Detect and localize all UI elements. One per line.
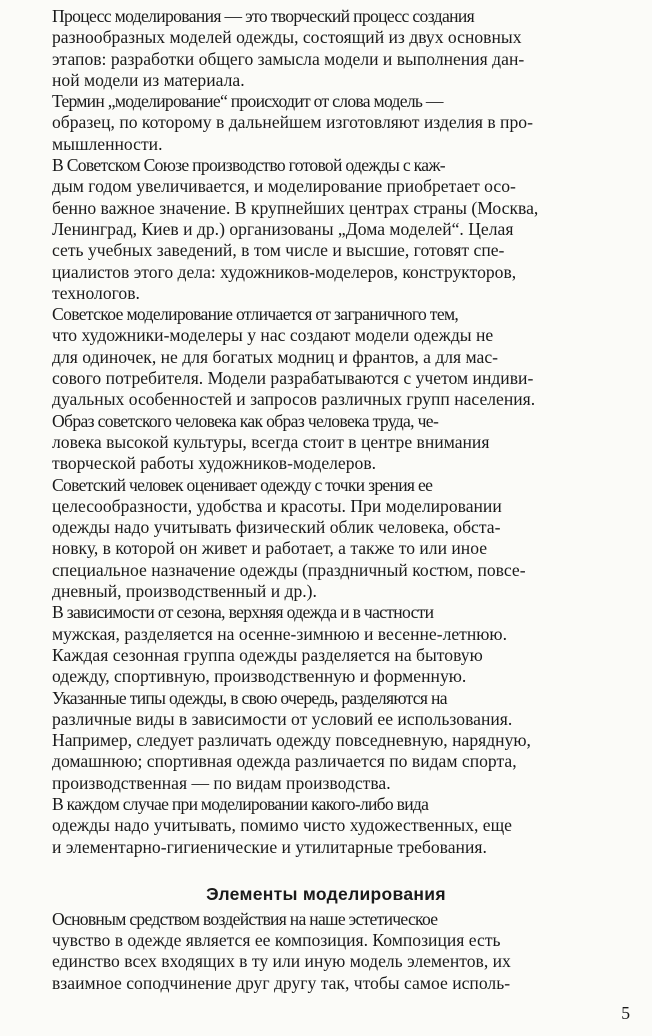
text-line: Например, следует различать одежду повседневную, нарядную, [52, 730, 531, 751]
paragraph [16, 909, 636, 994]
text-line: Образ советского человека как образ человека труда, че- [52, 410, 439, 431]
text-line: образец, по которому в дальнейшем изготовляют изделия в про- [52, 112, 533, 133]
text-line: для одиночек, не для богатых модниц и франтов, а для мас- [52, 346, 499, 367]
text-line: этапов: разработки общего замысла модели и выполнения дан- [52, 48, 525, 69]
page-number: 5 [621, 1003, 630, 1023]
text-line: В зависимости от сезона, верхняя одежда и в частности [52, 602, 434, 623]
text-line: ловека высокой культуры, всегда стоит в центре внимания [52, 431, 490, 452]
paragraph [16, 155, 636, 304]
text-line: домашнюю; спортивная одежда различается по видам спорта, [52, 751, 517, 772]
text-line: Указанные типы одежды, в свою очередь, разделяются на [52, 687, 447, 708]
text-line: Советский человек оценивает одежду с точки зрения ее [52, 474, 433, 495]
text-line: взаимное соподчинение друг другу так, чтобы самое исполь- [52, 972, 511, 993]
paragraph [16, 688, 636, 794]
text-line: что художники-моделеры у нас создают модели одежды не [52, 325, 494, 346]
text-line: творческой работы художников-моделеров. [52, 453, 377, 474]
text-line: чувство в одежде является ее композиция. Композиция есть [52, 930, 501, 951]
paragraph [16, 6, 636, 91]
text-line: бенно важное значение. В крупнейших центрах страны (Москва, [52, 197, 539, 218]
text-line: Процесс моделирования — это творческий процесс создания [52, 6, 475, 26]
section-text [16, 909, 636, 994]
paragraph [16, 794, 636, 858]
text-line: технологов. [52, 282, 140, 303]
text-line: мужская, разделяется на осенне-зимнюю и весенне-летнюю. [52, 623, 507, 644]
text-line: Основным средством воздействия на наше эстетическое [52, 908, 438, 929]
paragraph [16, 602, 636, 687]
text-line: одежды надо учитывать, помимо чисто художественных, еще [52, 815, 512, 836]
text-line: сеть учебных заведений, в том числе и высшие, готовят спе- [52, 240, 505, 261]
text-line: одежды надо учитывать физический облик человека, обста- [52, 517, 501, 538]
text-line: дуальных особенностей и запросов различных групп населения. [52, 389, 536, 410]
text-line: производственная — по видам производства. [52, 772, 391, 793]
body-text [16, 6, 636, 858]
text-line: дым годом увеличивается, и моделирование приобретает осо- [52, 176, 516, 197]
paragraph [16, 475, 636, 603]
text-line: одежду, спортивную, производственную и форменную. [52, 666, 467, 687]
text-line: различные виды в зависимости от условий ее использования. [52, 708, 513, 729]
section-title: Элементы моделирования [206, 883, 446, 904]
text-line: целесообразности, удобства и красоты. При моделировании [52, 495, 502, 516]
text-line: В Советском Союзе производство готовой одежды с каж- [52, 155, 445, 176]
text-line: дневный, производственный и др.). [52, 581, 317, 602]
text-line: единство всех входящих в ту или иную модель элементов, их [52, 951, 511, 972]
text-line: новку, в которой он живет и работает, а также то или иное [52, 538, 488, 559]
paragraph [16, 304, 636, 410]
paragraph [16, 91, 636, 155]
text-line: и элементарно-гигиенические и утилитарные требования. [52, 836, 487, 857]
text-line: Советское моделирование отличается от заграничного тем, [52, 304, 459, 325]
text-line: разнообразных моделей одежды, состоящий из двух основных [52, 27, 522, 48]
text-line: циалистов этого дела: художников-моделеров, конструкторов, [52, 261, 517, 282]
text-line: Каждая сезонная группа одежды разделяется на бытовую [52, 644, 483, 665]
paragraph [16, 411, 636, 475]
text-line: Ленинград, Киев и др.) организованы „Дома моделей“. Целая [52, 218, 514, 239]
text-line: мышленности. [52, 133, 163, 154]
text-line: В каждом случае при моделировании какого-либо вида [52, 793, 429, 814]
text-line: Термин „моделирование“ происходит от слова модель — [52, 91, 443, 112]
text-line: сового потребителя. Модели разрабатываются с учетом индиви- [52, 368, 534, 389]
text-line: специальное назначение одежды (праздничный костюм, повсе- [52, 559, 526, 580]
text-line: ной модели из материала. [52, 69, 245, 90]
